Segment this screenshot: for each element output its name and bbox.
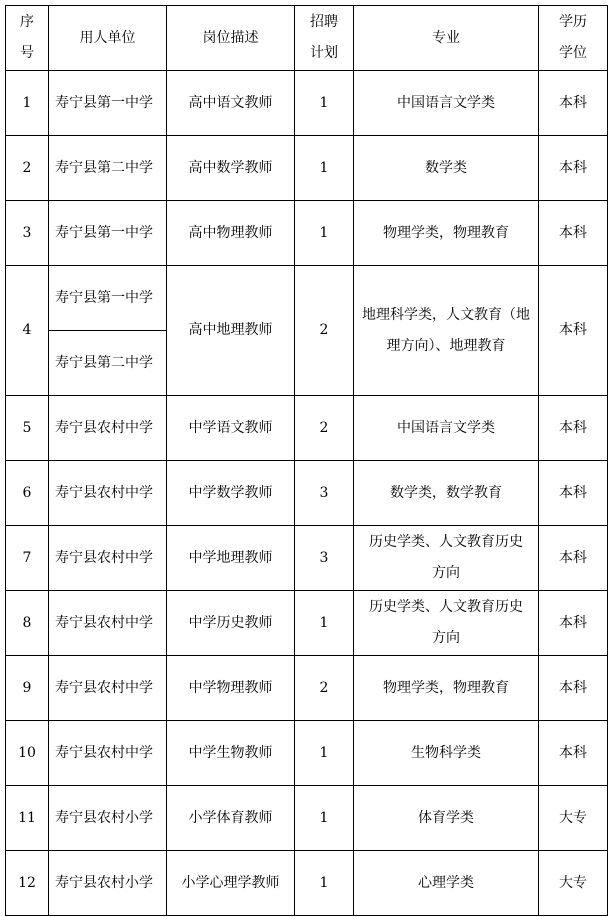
cell-degree: 本科 [539, 266, 608, 396]
cell-unit: 寿宁县第一中学 [49, 201, 167, 266]
cell-degree: 本科 [539, 136, 608, 201]
cell-index: 9 [6, 656, 49, 721]
cell-major: 中国语言文学类 [354, 396, 539, 461]
cell-degree: 本科 [539, 201, 608, 266]
cell-position: 高中地理教师 [167, 266, 295, 396]
cell-plan: 1 [295, 136, 354, 201]
cell-major: 数学类，数学教育 [354, 461, 539, 526]
cell-unit: 寿宁县农村中学 [49, 461, 167, 526]
cell-index: 1 [6, 71, 49, 136]
header-index: 序号 [6, 6, 49, 71]
header-major: 专业 [354, 6, 539, 71]
cell-major: 心理学类 [354, 851, 539, 916]
cell-position: 高中物理教师 [167, 201, 295, 266]
cell-index: 8 [6, 591, 49, 656]
table-row [6, 656, 608, 721]
cell-degree: 本科 [539, 71, 608, 136]
cell-major: 中国语言文学类 [354, 71, 539, 136]
cell-unit: 寿宁县第一中学 [49, 266, 167, 331]
cell-unit: 寿宁县第二中学 [49, 331, 167, 396]
table-row [6, 71, 608, 136]
table-row [6, 591, 608, 656]
cell-plan: 2 [295, 396, 354, 461]
cell-index: 5 [6, 396, 49, 461]
cell-position: 中学生物教师 [167, 721, 295, 786]
cell-unit: 寿宁县农村小学 [49, 851, 167, 916]
cell-degree: 本科 [539, 656, 608, 721]
cell-degree: 本科 [539, 461, 608, 526]
table-row [6, 201, 608, 266]
cell-major: 物理学类，物理教育 [354, 656, 539, 721]
header-plan: 招聘计划 [295, 6, 354, 71]
cell-position: 中学历史教师 [167, 591, 295, 656]
cell-unit: 寿宁县农村中学 [49, 591, 167, 656]
cell-plan: 1 [295, 721, 354, 786]
cell-plan: 2 [295, 656, 354, 721]
cell-plan: 1 [295, 786, 354, 851]
table-row [6, 396, 608, 461]
cell-major: 历史学类、人文教育历史方向 [354, 591, 539, 656]
header-position: 岗位描述 [167, 6, 295, 71]
cell-position: 中学地理教师 [167, 526, 295, 591]
cell-plan: 3 [295, 526, 354, 591]
cell-plan: 1 [295, 201, 354, 266]
cell-unit: 寿宁县农村中学 [49, 396, 167, 461]
cell-degree: 本科 [539, 591, 608, 656]
table-row [6, 526, 608, 591]
cell-plan: 3 [295, 461, 354, 526]
cell-major: 地理科学类，人文教育（地理方向）、地理教育 [354, 266, 539, 396]
cell-index: 7 [6, 526, 49, 591]
recruitment-table [5, 5, 608, 916]
cell-index: 6 [6, 461, 49, 526]
cell-unit: 寿宁县第二中学 [49, 136, 167, 201]
header-row [6, 6, 608, 71]
cell-plan: 1 [295, 851, 354, 916]
cell-position: 中学语文教师 [167, 396, 295, 461]
cell-unit: 寿宁县农村中学 [49, 656, 167, 721]
cell-degree: 本科 [539, 721, 608, 786]
cell-major: 历史学类、人文教育历史方向 [354, 526, 539, 591]
cell-position: 高中数学教师 [167, 136, 295, 201]
cell-index: 12 [6, 851, 49, 916]
table-row [6, 461, 608, 526]
cell-major: 生物科学类 [354, 721, 539, 786]
cell-index: 3 [6, 201, 49, 266]
cell-major: 体育学类 [354, 786, 539, 851]
cell-degree: 本科 [539, 526, 608, 591]
cell-degree: 本科 [539, 396, 608, 461]
cell-major: 数学类 [354, 136, 539, 201]
table-row [6, 136, 608, 201]
cell-degree: 大专 [539, 851, 608, 916]
cell-position: 高中语文教师 [167, 71, 295, 136]
cell-unit: 寿宁县农村小学 [49, 786, 167, 851]
cell-index: 4 [6, 266, 49, 396]
cell-major: 物理学类，物理教育 [354, 201, 539, 266]
cell-index: 10 [6, 721, 49, 786]
cell-degree: 大专 [539, 786, 608, 851]
table-row [6, 721, 608, 786]
cell-position: 中学数学教师 [167, 461, 295, 526]
header-degree: 学历学位 [539, 6, 608, 71]
table-row [6, 266, 608, 331]
header-unit: 用人单位 [49, 6, 167, 71]
cell-position: 小学心理学教师 [167, 851, 295, 916]
cell-unit: 寿宁县第一中学 [49, 71, 167, 136]
cell-position: 小学体育教师 [167, 786, 295, 851]
cell-position: 中学物理教师 [167, 656, 295, 721]
cell-plan: 2 [295, 266, 354, 396]
table-row [6, 786, 608, 851]
cell-index: 11 [6, 786, 49, 851]
table-row [6, 851, 608, 916]
cell-unit: 寿宁县农村中学 [49, 721, 167, 786]
cell-plan: 1 [295, 591, 354, 656]
cell-plan: 1 [295, 71, 354, 136]
cell-index: 2 [6, 136, 49, 201]
cell-unit: 寿宁县农村中学 [49, 526, 167, 591]
